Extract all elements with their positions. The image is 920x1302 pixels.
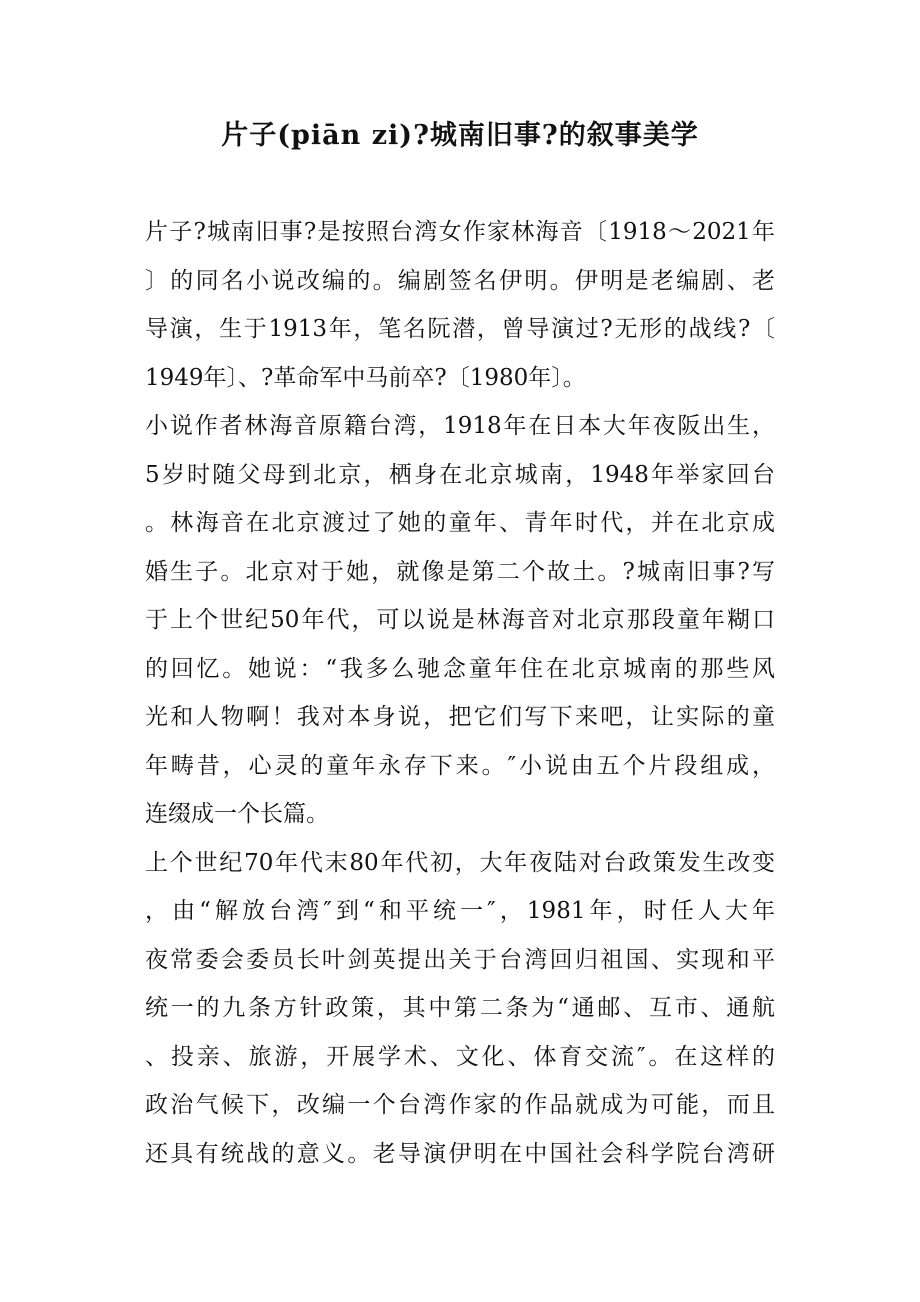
text-line: 上个世纪70年代末80年代初，大年夜陆对台政策发生改变 <box>145 849 775 876</box>
text-line: 的回忆。她说：“我多么驰念童年住在北京城南的那些风 <box>145 655 775 682</box>
text-line: 还具有统战的意义。老导演伊明在中国社会科学院台湾研 <box>145 1140 775 1167</box>
text-line: 统一的九条方针政策，其中第二条为“通邮、互市、通航 <box>145 995 775 1021</box>
text-line: 年畴昔，心灵的童年永存下来。″小说由五个片段组成， <box>145 752 775 779</box>
text-line: 光和人物啊！我对本身说，把它们写下来吧，让实际的童 <box>145 704 775 730</box>
text-line: 〕的同名小说改编的。编剧签名伊明。伊明是老编剧、老 <box>145 267 775 294</box>
text-line: 政治气候下，改编一个台湾作家的作品就成为可能，而且 <box>145 1092 775 1118</box>
text-line: 小说作者林海音原籍台湾，1918年在日本大年夜阪出生， <box>145 413 775 439</box>
text-line: ，由“解放台湾″到“和平统一″，1981年，时任人大年 <box>145 898 775 924</box>
text-line: 夜常委会委员长叶剑英提出关于台湾回归祖国、实现和平 <box>145 946 775 973</box>
text-line: 、投亲、旅游，开展学术、文化、体育交流″。在这样的 <box>145 1043 775 1070</box>
document-body <box>145 208 775 1178</box>
text-line: 片子?城南旧事?是按照台湾女作家林海音〔1918～2021年 <box>145 219 775 245</box>
document-title: 片子(piān zi)?城南旧事?的叙事美学 <box>221 120 699 151</box>
text-line: 连缀成一个长篇。 <box>145 801 329 827</box>
text-line: 1949年〕、?革命军中马前卒?〔1980年〕。 <box>145 364 586 391</box>
text-line: 。林海音在北京渡过了她的童年、青年时代，并在北京成 <box>145 510 775 536</box>
text-line: 于上个世纪50年代，可以说是林海音对北京那段童年糊口 <box>145 607 775 633</box>
text-line: 5岁时随父母到北京，栖身在北京城南，1948年举家回台 <box>145 461 775 488</box>
text-line: 导演，生于1913年，笔名阮潜，曾导演过?无形的战线?〔 <box>145 316 775 342</box>
text-line: 婚生子。北京对于她，就像是第二个故土。?城南旧事?写 <box>145 558 775 585</box>
